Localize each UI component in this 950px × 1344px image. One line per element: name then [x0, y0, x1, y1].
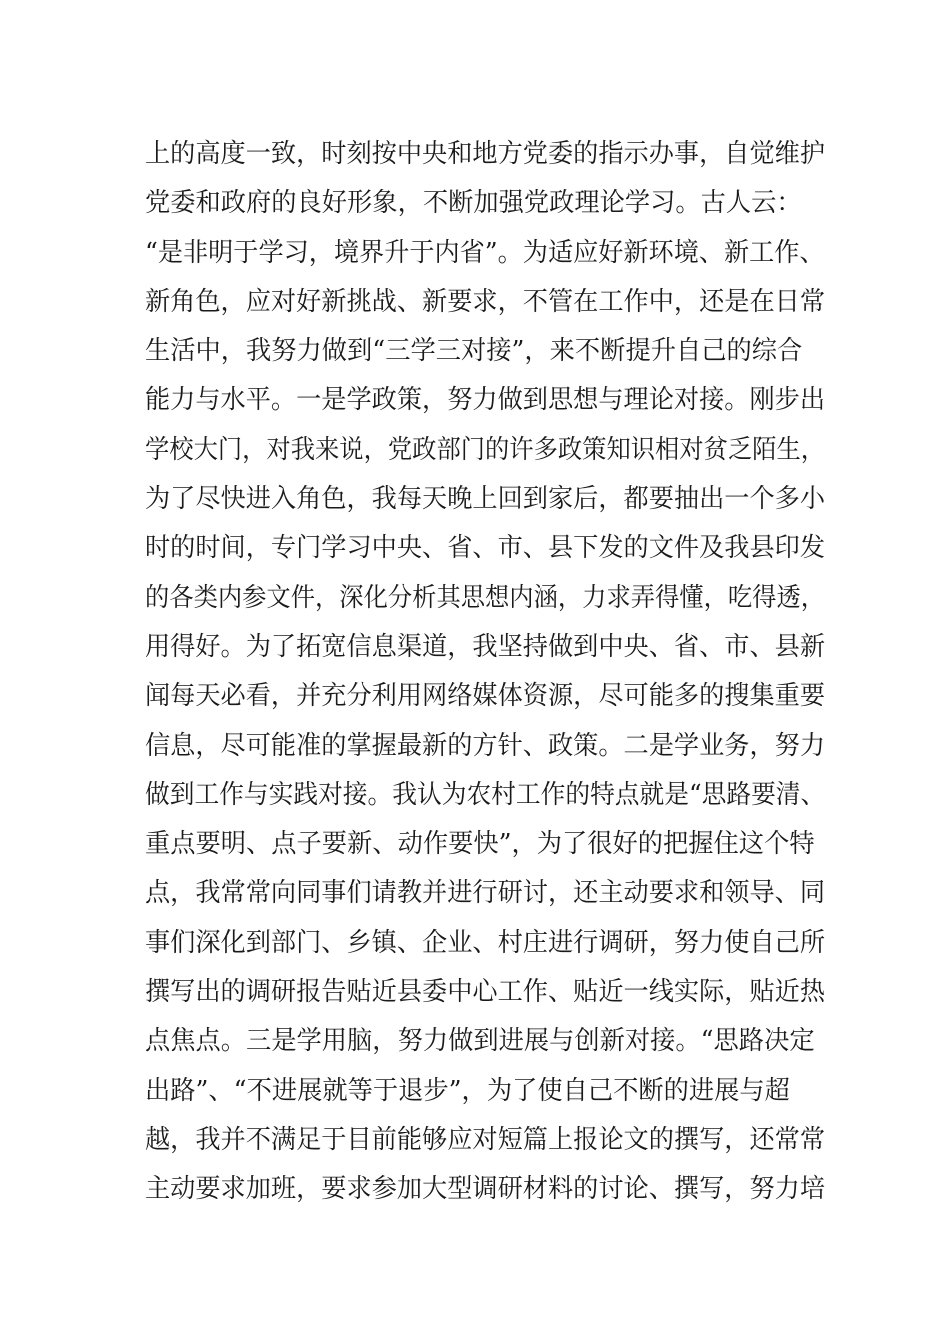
text-line: 信息，尽可能准的掌握最新的方针、政策。二是学业务，努力 [145, 730, 826, 761]
text-line: 出路”、“不进展就等于退步”，为了使自己不断的进展与超 [145, 1075, 790, 1106]
body-text [145, 130, 845, 1215]
text-line: 用得好。为了拓宽信息渠道，我坚持做到中央、省、市、县新 [145, 631, 826, 662]
text-line: 新角色，应对好新挑战、新要求，不管在工作中，还是在日常 [145, 286, 826, 317]
text-line: “是非明于学习，境界升于内省”。为适应好新环境、新工作、 [145, 237, 825, 268]
text-line: 党委和政府的良好形象，不断加强党政理论学习。古人云： [145, 188, 802, 219]
text-line: 为了尽快进入角色，我每天晚上回到家后，都要抽出一个多小 [145, 484, 826, 515]
text-line: 闻每天必看，并充分利用网络媒体资源，尽可能多的搜集重要 [145, 681, 826, 712]
text-line: 点焦点。三是学用脑，努力做到进展与创新对接。“思路决定 [145, 1026, 815, 1057]
text-line: 事们深化到部门、乡镇、企业、村庄进行调研，努力使自己所 [145, 927, 826, 958]
text-line: 时的时间，专门学习中央、省、市、县下发的文件及我县印发 [145, 533, 826, 564]
text-line: 的各类内参文件，深化分析其思想内涵，力求弄得懂，吃得透， [145, 582, 826, 613]
text-line: 学校大门，对我来说，党政部门的许多政策知识相对贫乏陌生， [145, 434, 826, 465]
text-line: 上的高度一致，时刻按中央和地方党委的指示办事，自觉维护 [145, 139, 826, 169]
text-line: 做到工作与实践对接。我认为农村工作的特点就是“思路要清、 [145, 779, 826, 810]
text-line: 重点要明、点子要新、动作要快”，为了很好的把握住这个特 [145, 829, 815, 860]
text-line: 生活中，我努力做到“三学三对接”，来不断提升自己的综合 [145, 336, 803, 367]
text-line: 能力与水平。一是学政策，努力做到思想与理论对接。刚步出 [145, 385, 826, 416]
text-line: 撰写出的调研报告贴近县委中心工作、贴近一线实际，贴近热 [145, 977, 826, 1008]
text-line: 主动要求加班，要求参加大型调研材料的讨论、撰写，努力培 [145, 1174, 826, 1205]
text-line: 点，我常常向同事们请教并进行研讨，还主动要求和领导、同 [145, 878, 826, 909]
text-line: 越，我并不满足于目前能够应对短篇上报论文的撰写，还常常 [145, 1124, 826, 1155]
